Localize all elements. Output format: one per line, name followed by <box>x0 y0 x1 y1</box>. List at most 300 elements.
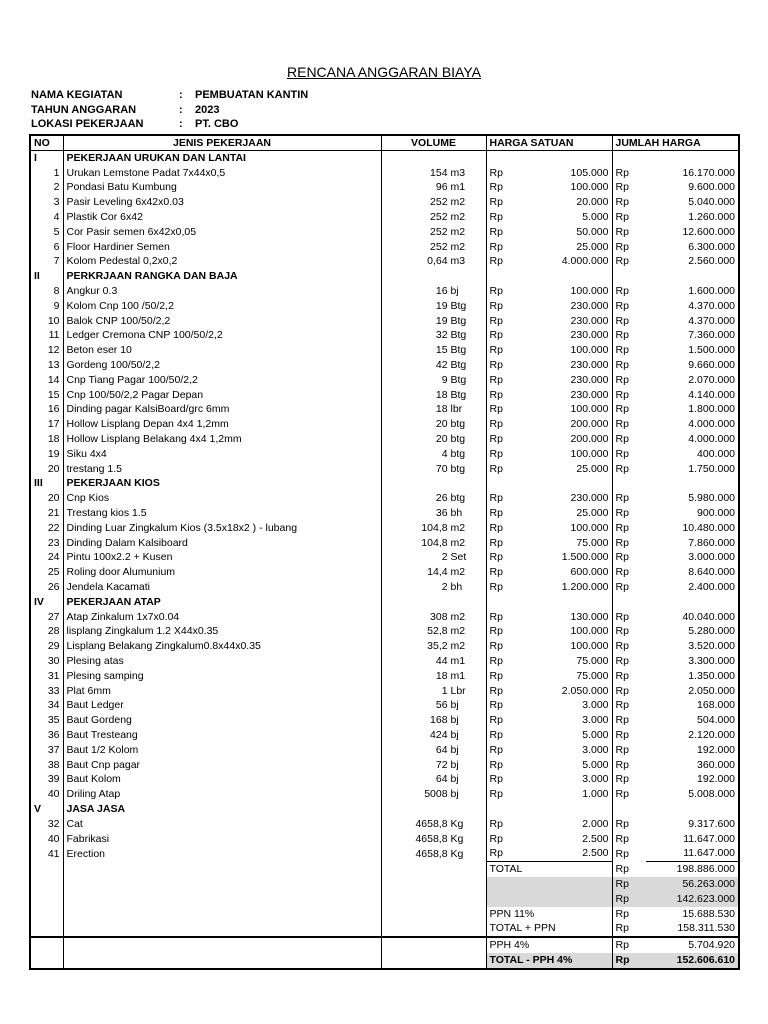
row-number: 16 <box>30 403 63 418</box>
volume-qty: 1 <box>441 684 448 697</box>
table-row <box>30 610 739 625</box>
unit-price-value: 75.000 <box>516 654 612 669</box>
unit-price-currency: Rp <box>489 551 503 564</box>
total-currency: Rp <box>615 832 629 845</box>
table-row <box>30 654 739 669</box>
volume-cell <box>381 358 486 373</box>
header-total: JUMLAH HARGA <box>612 135 739 151</box>
row-number <box>30 921 63 937</box>
total-currency: Rp <box>615 166 629 179</box>
summary-row <box>30 892 739 907</box>
volume-cell <box>381 937 486 953</box>
row-number: 32 <box>30 817 63 832</box>
volume-cell <box>381 225 486 240</box>
job-name: Baut Cnp pagar <box>63 758 381 773</box>
volume-unit: bj <box>450 714 459 727</box>
total-value: 900.000 <box>697 507 736 520</box>
info-label: TAHUN ANGGARAN <box>31 104 137 116</box>
table-row <box>30 210 739 225</box>
volume-cell <box>381 343 486 358</box>
volume-cell <box>381 892 486 907</box>
job-name: Ledger Cremona CNP 100/50/2,2 <box>63 329 381 344</box>
unit-price-currency: Rp <box>489 225 503 238</box>
unit-price-value: 75.000 <box>516 536 612 551</box>
row-number: 39 <box>30 772 63 787</box>
row-number: 24 <box>30 551 63 566</box>
volume-unit: Kg <box>450 832 464 845</box>
volume-qty: 36 <box>435 507 448 520</box>
volume-cell <box>381 240 486 255</box>
volume-unit: Kg <box>450 817 464 830</box>
row-number: 15 <box>30 388 63 403</box>
unit-price-currency: Rp <box>489 788 503 801</box>
volume-cell <box>381 907 486 922</box>
unit-price-value: 100.000 <box>516 284 612 299</box>
table-row <box>30 491 739 506</box>
row-number: 12 <box>30 343 63 358</box>
volume-qty: 4658,8 <box>415 817 448 830</box>
total-value: 5.980.000 <box>688 492 736 505</box>
table-row <box>30 846 739 861</box>
total-value: 4.140.000 <box>688 388 736 401</box>
row-number <box>30 862 63 877</box>
unit-price-currency <box>486 477 516 492</box>
volume-cell <box>381 817 486 832</box>
volume-unit: bj <box>450 699 459 712</box>
unit-price-currency: Rp <box>489 640 503 653</box>
budget-table <box>29 134 740 970</box>
volume-qty: 9 <box>441 373 448 386</box>
unit-price-value: 2.500 <box>516 846 612 861</box>
volume-cell <box>381 299 486 314</box>
header-unit-price: HARGA SATUAN <box>486 135 612 151</box>
unit-price-currency: Rp <box>489 344 503 357</box>
job-name: Beton eser 10 <box>63 343 381 358</box>
row-number: 31 <box>30 669 63 684</box>
row-number: 18 <box>30 432 63 447</box>
job-name <box>63 921 381 937</box>
volume-qty: 96 <box>435 181 448 194</box>
volume-unit: m2 <box>450 566 466 579</box>
job-name <box>63 907 381 922</box>
volume-cell <box>381 565 486 580</box>
total-value: 360.000 <box>697 758 736 771</box>
row-number: 3 <box>30 195 63 210</box>
job-name: Pondasi Batu Kumbung <box>63 181 381 196</box>
table-row <box>30 639 739 654</box>
unit-price-value: 3.000 <box>516 772 612 787</box>
total-currency: Rp <box>615 817 629 830</box>
total-value <box>646 477 739 492</box>
total-currency: Rp <box>615 566 629 579</box>
row-number: 23 <box>30 536 63 551</box>
volume-cell <box>381 491 486 506</box>
row-number: 40 <box>30 832 63 847</box>
row-number: 36 <box>30 728 63 743</box>
volume-qty: 2 <box>441 581 448 593</box>
table-row <box>30 181 739 196</box>
unit-price-currency: Rp <box>489 581 503 593</box>
job-name: Kolom Pedestal 0,2x0,2 <box>63 255 381 270</box>
job-name: PERKRJAAN RANGKA DAN BAJA <box>63 269 381 284</box>
unit-price-currency: Rp <box>489 255 503 268</box>
unit-price-value: 3.000 <box>516 713 612 728</box>
total-value: 11.647.000 <box>683 847 736 860</box>
job-name: Jendela Kacamati <box>63 580 381 595</box>
unit-price-value: 1.200.000 <box>516 580 612 595</box>
total-currency: Rp <box>615 403 629 416</box>
table-row <box>30 684 739 699</box>
summary-value: 142.623.000 <box>646 892 739 907</box>
volume-qty: 18 <box>435 669 448 682</box>
summary-currency: Rp <box>615 922 629 935</box>
row-number <box>30 953 63 969</box>
row-number: 26 <box>30 580 63 595</box>
volume-qty: 18 <box>435 403 448 416</box>
total-currency: Rp <box>615 684 629 697</box>
table-row <box>30 758 739 773</box>
volume-unit: m1 <box>450 181 466 194</box>
total-currency: Rp <box>615 714 629 727</box>
total-value: 2.120.000 <box>688 728 736 741</box>
volume-unit: bj <box>450 285 459 298</box>
table-row <box>30 447 739 462</box>
volume-qty: 19 <box>435 314 448 327</box>
unit-price-value: 1.500.000 <box>516 551 612 566</box>
unit-price-currency: Rp <box>489 211 503 224</box>
volume-qty: 4658,8 <box>415 847 448 860</box>
volume-unit: m2 <box>450 211 466 224</box>
total-currency: Rp <box>615 196 629 209</box>
summary-row <box>30 921 739 937</box>
total-currency <box>612 802 646 817</box>
total-currency: Rp <box>615 373 629 386</box>
job-name: Pasir Leveling 6x42x0.03 <box>63 195 381 210</box>
volume-cell <box>381 772 486 787</box>
job-name: Floor Hardiner Semen <box>63 240 381 255</box>
job-name: Baut Ledger <box>63 698 381 713</box>
unit-price-value: 5.000 <box>516 758 612 773</box>
table-row <box>30 314 739 329</box>
summary-label: TOTAL + PPN <box>486 921 612 937</box>
unit-price-currency: Rp <box>489 743 503 756</box>
total-value: 4.000.000 <box>688 418 736 431</box>
unit-price-currency: Rp <box>489 669 503 682</box>
row-number: 17 <box>30 417 63 432</box>
volume-qty: 252 <box>430 196 448 209</box>
job-name: Lisplang Belakang Zingkalum0.8x44x0.35 <box>63 639 381 654</box>
total-value: 16.170.000 <box>682 166 736 179</box>
volume-qty: 252 <box>430 211 448 224</box>
summary-label: TOTAL <box>486 862 612 877</box>
volume-unit: m2 <box>450 625 466 638</box>
total-value <box>646 269 739 284</box>
volume-unit: m2 <box>450 225 466 238</box>
row-number: 11 <box>30 329 63 344</box>
summary-row <box>30 907 739 922</box>
unit-price-value: 5.000 <box>516 210 612 225</box>
unit-price-value <box>516 269 612 284</box>
volume-qty: 72 <box>435 758 448 771</box>
volume-qty: 20 <box>435 418 448 431</box>
volume-cell <box>381 151 486 166</box>
unit-price-value: 200.000 <box>516 417 612 432</box>
total-currency: Rp <box>615 433 629 446</box>
volume-unit: bj <box>450 773 459 786</box>
total-currency: Rp <box>615 240 629 253</box>
volume-unit: Kg <box>450 847 464 860</box>
volume-cell <box>381 639 486 654</box>
volume-unit: bj <box>450 758 459 771</box>
row-number: 20 <box>30 462 63 477</box>
volume-cell <box>381 195 486 210</box>
total-value: 192.000 <box>697 743 736 756</box>
volume-unit: btg <box>450 433 466 446</box>
total-value: 9.317.600 <box>688 817 736 830</box>
total-value: 1.600.000 <box>688 285 736 298</box>
volume-cell <box>381 743 486 758</box>
volume-qty: 308 <box>430 610 448 623</box>
unit-price-value: 230.000 <box>516 314 612 329</box>
total-currency: Rp <box>615 299 629 312</box>
volume-qty: 42 <box>435 359 448 372</box>
info-value: 2023 <box>195 104 220 116</box>
volume-unit: m2 <box>450 521 466 534</box>
unit-price-value: 105.000 <box>516 166 612 181</box>
volume-unit: Btg <box>450 299 467 312</box>
total-value: 6.300.000 <box>688 240 736 253</box>
volume-unit: m2 <box>450 240 466 253</box>
volume-cell <box>381 269 486 284</box>
row-number: 21 <box>30 506 63 521</box>
volume-unit: m2 <box>450 196 466 209</box>
volume-cell <box>381 802 486 817</box>
job-name: Hollow Lisplang Belakang 4x4 1,2mm <box>63 432 381 447</box>
row-number <box>30 937 63 953</box>
job-name: lisplang Zingkalum 1.2 X44x0.35 <box>63 625 381 640</box>
total-currency <box>612 595 646 610</box>
unit-price-currency: Rp <box>489 521 503 534</box>
section-row <box>30 802 739 817</box>
table-row <box>30 358 739 373</box>
summary-label: TOTAL - PPH 4% <box>486 953 612 969</box>
volume-qty: 154 <box>430 166 448 179</box>
total-currency: Rp <box>615 669 629 682</box>
volume-qty: 2 <box>441 551 448 564</box>
row-number: 41 <box>30 846 63 861</box>
summary-row <box>30 877 739 892</box>
total-value: 9.660.000 <box>688 359 736 372</box>
job-name: Plesing atas <box>63 654 381 669</box>
volume-qty: 56 <box>435 699 448 712</box>
unit-price-value: 4.000.000 <box>516 255 612 270</box>
total-value: 1.500.000 <box>688 344 736 357</box>
info-value: PT. CBO <box>195 118 239 130</box>
summary-currency: Rp <box>615 907 629 920</box>
row-number: 9 <box>30 299 63 314</box>
job-name: JASA JASA <box>63 802 381 817</box>
total-value: 12.600.000 <box>682 225 736 238</box>
total-value: 4.370.000 <box>688 299 736 312</box>
volume-cell <box>381 506 486 521</box>
total-value: 4.370.000 <box>688 314 736 327</box>
total-currency <box>612 151 646 166</box>
summary-value: 56.263.000 <box>646 877 739 892</box>
total-value: 1.800.000 <box>688 403 736 416</box>
job-name: Atap Zinkalum 1x7x0.04 <box>63 610 381 625</box>
table-row <box>30 698 739 713</box>
volume-unit: m1 <box>450 654 466 667</box>
summary-row <box>30 862 739 877</box>
row-number <box>30 907 63 922</box>
volume-cell <box>381 477 486 492</box>
volume-unit: btg <box>450 492 466 505</box>
volume-cell <box>381 921 486 937</box>
volume-unit: Btg <box>450 373 467 386</box>
unit-price-currency: Rp <box>489 610 503 623</box>
job-name: PEKERJAAN KIOS <box>63 477 381 492</box>
volume-qty: 52,8 <box>427 625 448 638</box>
job-name: trestang 1.5 <box>63 462 381 477</box>
volume-unit: lbr <box>450 403 463 416</box>
volume-cell <box>381 329 486 344</box>
unit-price-currency: Rp <box>489 462 503 475</box>
row-number: I <box>30 151 63 166</box>
job-name: Dinding Luar Zingkalum Kios (3.5x18x2 ) - lubang <box>63 521 381 536</box>
job-name: Dinding Dalam Kalsiboard <box>63 536 381 551</box>
info-colon: : <box>179 118 183 130</box>
total-currency: Rp <box>615 581 629 593</box>
volume-qty: 64 <box>435 773 448 786</box>
table-row <box>30 506 739 521</box>
summary-currency: Rp <box>615 862 629 875</box>
row-number: 38 <box>30 758 63 773</box>
unit-price-currency: Rp <box>489 196 503 209</box>
section-row <box>30 477 739 492</box>
row-number: 8 <box>30 284 63 299</box>
section-row <box>30 269 739 284</box>
table-row <box>30 743 739 758</box>
unit-price-currency: Rp <box>489 447 503 460</box>
total-currency: Rp <box>615 847 629 860</box>
unit-price-value: 230.000 <box>516 388 612 403</box>
info-label: NAMA KEGIATAN <box>31 89 123 101</box>
job-name: PEKERJAAN URUKAN DAN LANTAI <box>63 151 381 166</box>
total-currency: Rp <box>615 699 629 712</box>
table-row <box>30 225 739 240</box>
job-name: Gordeng 100/50/2,2 <box>63 358 381 373</box>
unit-price-currency: Rp <box>489 536 503 549</box>
total-value: 8.640.000 <box>688 566 736 579</box>
total-value: 3.000.000 <box>688 551 736 564</box>
table-row <box>30 403 739 418</box>
row-number <box>30 877 63 892</box>
row-number: V <box>30 802 63 817</box>
table-row <box>30 462 739 477</box>
unit-price-currency: Rp <box>489 817 503 830</box>
row-number: 40 <box>30 787 63 802</box>
total-currency: Rp <box>615 610 629 623</box>
total-value: 3.300.000 <box>688 654 736 667</box>
unit-price-value: 25.000 <box>516 462 612 477</box>
volume-qty: 35,2 <box>427 640 448 653</box>
job-name <box>63 892 381 907</box>
unit-price-value: 130.000 <box>516 610 612 625</box>
volume-unit: bj <box>450 788 459 801</box>
summary-row <box>30 937 739 953</box>
volume-qty: 5008 <box>424 788 448 801</box>
unit-price-currency: Rp <box>489 492 503 505</box>
volume-qty: 64 <box>435 743 448 756</box>
volume-cell <box>381 417 486 432</box>
table-row <box>30 713 739 728</box>
table-row <box>30 521 739 536</box>
unit-price-currency: Rp <box>489 566 503 579</box>
total-value: 11.647.000 <box>683 832 736 845</box>
header-no: NO <box>30 135 63 151</box>
unit-price-value: 2.500 <box>516 832 612 847</box>
row-number: 33 <box>30 684 63 699</box>
job-name: PEKERJAAN ATAP <box>63 595 381 610</box>
total-value: 2.400.000 <box>688 581 736 593</box>
unit-price-currency: Rp <box>489 418 503 431</box>
total-currency <box>612 269 646 284</box>
volume-qty: 16 <box>435 285 448 298</box>
total-currency: Rp <box>615 625 629 638</box>
total-currency: Rp <box>615 225 629 238</box>
volume-cell <box>381 684 486 699</box>
total-value: 2.560.000 <box>688 255 736 268</box>
table-row <box>30 255 739 270</box>
summary-value: 152.606.610 <box>646 953 739 969</box>
volume-cell <box>381 787 486 802</box>
unit-price-currency: Rp <box>489 166 503 179</box>
volume-cell <box>381 713 486 728</box>
total-currency: Rp <box>615 492 629 505</box>
unit-price-currency: Rp <box>489 625 503 638</box>
total-currency: Rp <box>615 344 629 357</box>
job-name: Balok CNP 100/50/2,2 <box>63 314 381 329</box>
summary-value: 15.688.530 <box>682 907 736 920</box>
unit-price-value: 100.000 <box>516 521 612 536</box>
job-name: Fabrikasi <box>63 832 381 847</box>
total-currency <box>612 477 646 492</box>
volume-unit: Set <box>450 551 467 564</box>
job-name: Roling door Alumunium <box>63 565 381 580</box>
row-number: III <box>30 477 63 492</box>
volume-cell <box>381 432 486 447</box>
unit-price-value: 200.000 <box>516 432 612 447</box>
volume-qty: 4658,8 <box>415 832 448 845</box>
unit-price-value: 2.000 <box>516 817 612 832</box>
table-row <box>30 772 739 787</box>
total-value <box>646 151 739 166</box>
total-currency: Rp <box>615 314 629 327</box>
table-row <box>30 551 739 566</box>
unit-price-value: 230.000 <box>516 491 612 506</box>
total-value <box>646 595 739 610</box>
job-name: Driling Atap <box>63 787 381 802</box>
job-name: Angkur 0.3 <box>63 284 381 299</box>
row-number: 34 <box>30 698 63 713</box>
info-colon: : <box>179 104 183 116</box>
unit-price-value <box>516 151 612 166</box>
unit-price-currency: Rp <box>489 433 503 446</box>
row-number: 2 <box>30 181 63 196</box>
total-value: 10.480.000 <box>682 521 736 534</box>
volume-unit: m3 <box>450 166 466 179</box>
unit-price-value: 100.000 <box>516 447 612 462</box>
